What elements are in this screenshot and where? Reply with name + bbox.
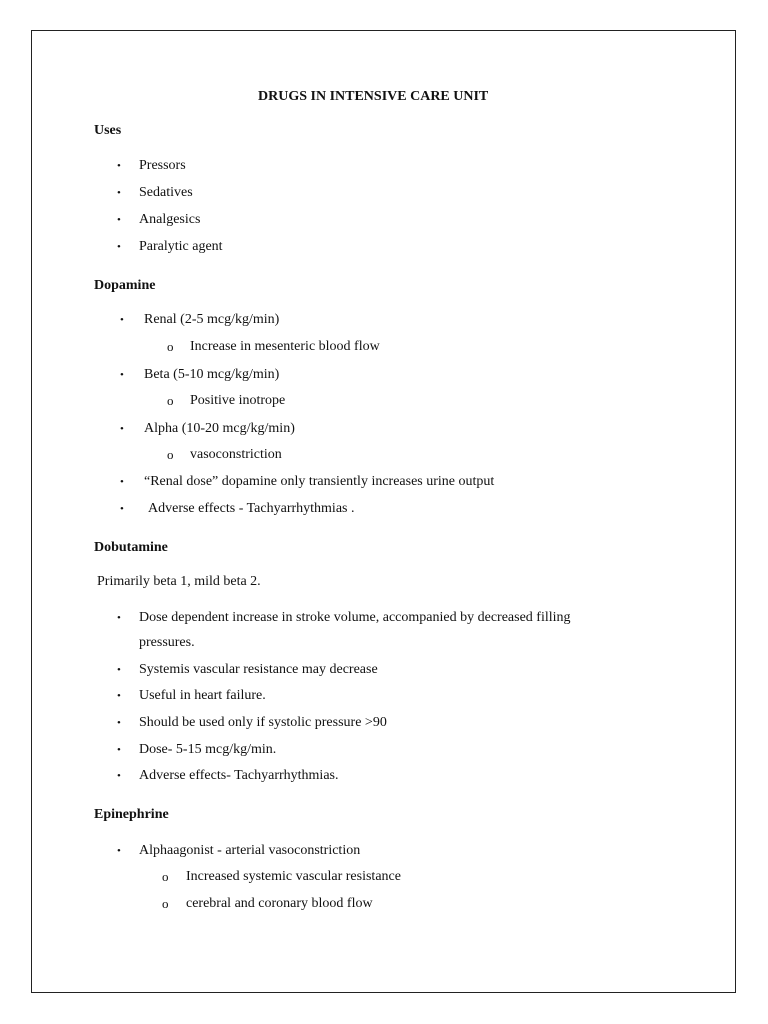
dobutamine-item-stroke-volume-cont: pressures. xyxy=(139,635,195,650)
bullet-marker: • xyxy=(117,664,121,676)
epinephrine-sub-svr: Increased systemic vascular resistance xyxy=(186,869,401,884)
dopamine-sub-vasoconstriction: vasoconstriction xyxy=(190,447,282,462)
dopamine-heading: Dopamine xyxy=(94,278,156,293)
dobutamine-item-adverse: Adverse effects- Tachyarrhythmias. xyxy=(139,768,339,783)
document-page xyxy=(31,30,736,993)
uses-item-pressors: Pressors xyxy=(139,158,186,173)
sub-bullet-marker: o xyxy=(162,896,169,911)
dobutamine-intro: Primarily beta 1, mild beta 2. xyxy=(97,574,261,589)
dopamine-sub-inotrope: Positive inotrope xyxy=(190,393,286,408)
sub-bullet-marker: o xyxy=(162,869,169,884)
bullet-marker: • xyxy=(117,770,121,782)
dobutamine-item-systolic: Should be used only if systolic pressure >90 xyxy=(139,715,387,730)
sub-bullet-marker: o xyxy=(167,393,174,408)
dopamine-sub-mesenteric: Increase in mesenteric blood flow xyxy=(190,339,380,354)
document-title: DRUGS IN INTENSIVE CARE UNIT xyxy=(258,89,489,104)
uses-item-paralytic: Paralytic agent xyxy=(139,239,223,254)
epinephrine-item-alpha: Alphaagonist - arterial vasoconstriction xyxy=(139,843,361,858)
dopamine-item-renal: Renal (2-5 mcg/kg/min) xyxy=(144,312,280,327)
bullet-marker: • xyxy=(120,503,124,515)
bullet-marker: • xyxy=(120,369,124,381)
sub-bullet-marker: o xyxy=(167,447,174,462)
dobutamine-item-heart-failure: Useful in heart failure. xyxy=(139,688,266,703)
bullet-marker: • xyxy=(117,214,121,226)
bullet-marker: • xyxy=(120,476,124,488)
dopamine-item-beta: Beta (5-10 mcg/kg/min) xyxy=(144,367,280,382)
uses-item-sedatives: Sedatives xyxy=(139,185,193,200)
dopamine-item-adverse: Adverse effects - Tachyarrhythmias . xyxy=(148,501,355,516)
bullet-marker: • xyxy=(117,187,121,199)
bullet-marker: • xyxy=(117,744,121,756)
dobutamine-item-svr: Systemis vascular resistance may decrease xyxy=(139,662,378,677)
dobutamine-item-stroke-volume: Dose dependent increase in stroke volume, accompanied by decreased filling xyxy=(139,610,571,625)
dopamine-item-alpha: Alpha (10-20 mcg/kg/min) xyxy=(144,421,295,436)
dobutamine-heading: Dobutamine xyxy=(94,540,168,555)
epinephrine-heading: Epinephrine xyxy=(94,807,169,822)
bullet-marker: • xyxy=(117,612,121,624)
sub-bullet-marker: o xyxy=(167,339,174,354)
dopamine-item-renal-dose: “Renal dose” dopamine only transiently increases urine output xyxy=(144,474,495,489)
dobutamine-item-dose: Dose- 5-15 mcg/kg/min. xyxy=(139,742,277,757)
bullet-marker: • xyxy=(120,423,124,435)
bullet-marker: • xyxy=(120,314,124,326)
bullet-marker: • xyxy=(117,690,121,702)
bullet-marker: • xyxy=(117,160,121,172)
epinephrine-sub-blood-flow: cerebral and coronary blood flow xyxy=(186,896,373,911)
bullet-marker: • xyxy=(117,717,121,729)
bullet-marker: • xyxy=(117,241,121,253)
uses-heading: Uses xyxy=(94,123,122,138)
uses-item-analgesics: Analgesics xyxy=(139,212,201,227)
bullet-marker: • xyxy=(117,845,121,857)
